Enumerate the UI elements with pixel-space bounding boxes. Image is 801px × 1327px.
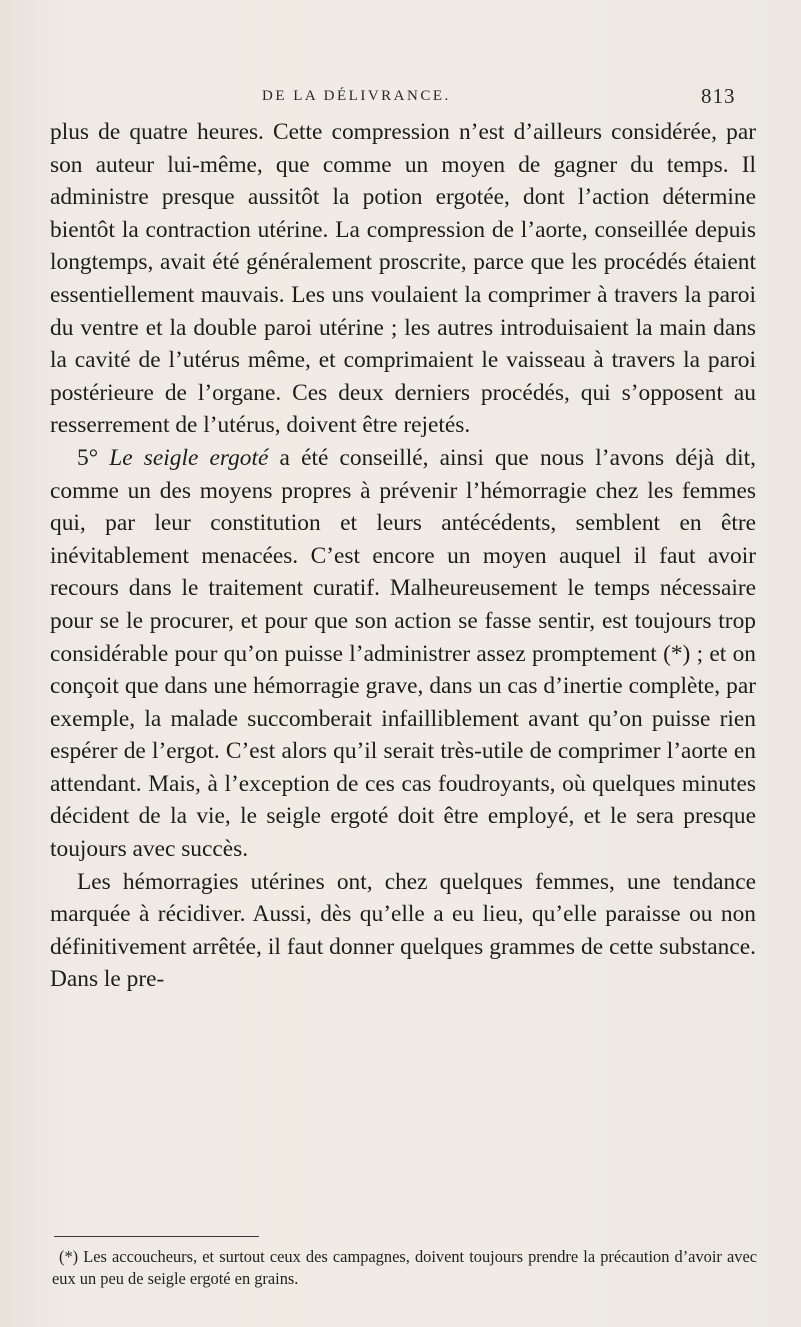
- paragraph-2: [50, 442, 756, 866]
- italic-term: Le seigle ergoté: [109, 444, 269, 471]
- text-run: plus de quatre heures. Cette compression n’est d’ailleurs considérée, par son auteur lui-même, que comme un moyen de gagner du temps. Il administre presque aussitôt la potion ergotée, dont l’action détermine bientôt la contraction utérine. La compression de l’aorte, conseillée depuis longtemps, avait été généralement proscrite, parce que les procédés étaient essentiellement mauvais. Les uns voulaient la comprimer à travers la paroi du ventre et la double paroi utérine ; les autres introduisaient la main dans la cavité de l’utérus même, et comprimaient le vaisseau à travers la paroi postérieure de l’organe. Ces deux derniers procédés, qui s’opposent au resserrement de l’utérus, doivent être rejetés.: [50, 119, 756, 439]
- main-text: [50, 116, 756, 996]
- footnote-text: (*) Les accoucheurs, et surtout ceux des campagnes, doivent toujours prendre la précaution d’avoir avec eux un peu de seigle ergoté en grains.: [52, 1247, 757, 1288]
- page-header: [0, 86, 801, 110]
- text-run: Les hémorragies utérines ont, chez quelques femmes, une tendance marquée à récidiver. Aussi, dès qu’elle a eu lieu, qu’elle paraisse ou non définitivement arrêtée, il faut donner quelques grammes de cette substance. Dans le pre-: [50, 868, 756, 993]
- page-number: 813: [701, 84, 736, 108]
- footnote: [52, 1246, 757, 1289]
- text-run: 5°: [77, 444, 110, 471]
- paragraph-3: [50, 866, 756, 996]
- paragraph-1: [50, 116, 756, 442]
- text-run: a été conseillé, ainsi que nous l’avons déjà dit, comme un des moyens propres à prévenir l’hémorragie chez les femmes qui, par leur constitution et leurs antécédents, semblent en être inévitablement menacées. C’est encore un moyen auquel il faut avoir recours dans le traitement curatif. Malheureusement le temps nécessaire pour se le procurer, et pour que son action se fasse sentir, est toujours trop considérable pour qu’on puisse l’administrer assez promptement (*) ; et on conçoit que dans une hémorragie grave, dans un cas d’inertie complète, par exemple, la malade succomberait infailliblement avant qu’on puisse rien espérer de l’ergot. C’est alors qu’il serait très-utile de comprimer l’aorte en attendant. Mais, à l’exception de ces cas foudroyants, où quelques minutes décident de la vie, le seigle ergoté doit être employé, et le sera presque toujours avec succès.: [50, 444, 756, 863]
- running-title: DE LA DÉLIVRANCE.: [262, 88, 451, 104]
- footnote-rule: [54, 1236, 259, 1237]
